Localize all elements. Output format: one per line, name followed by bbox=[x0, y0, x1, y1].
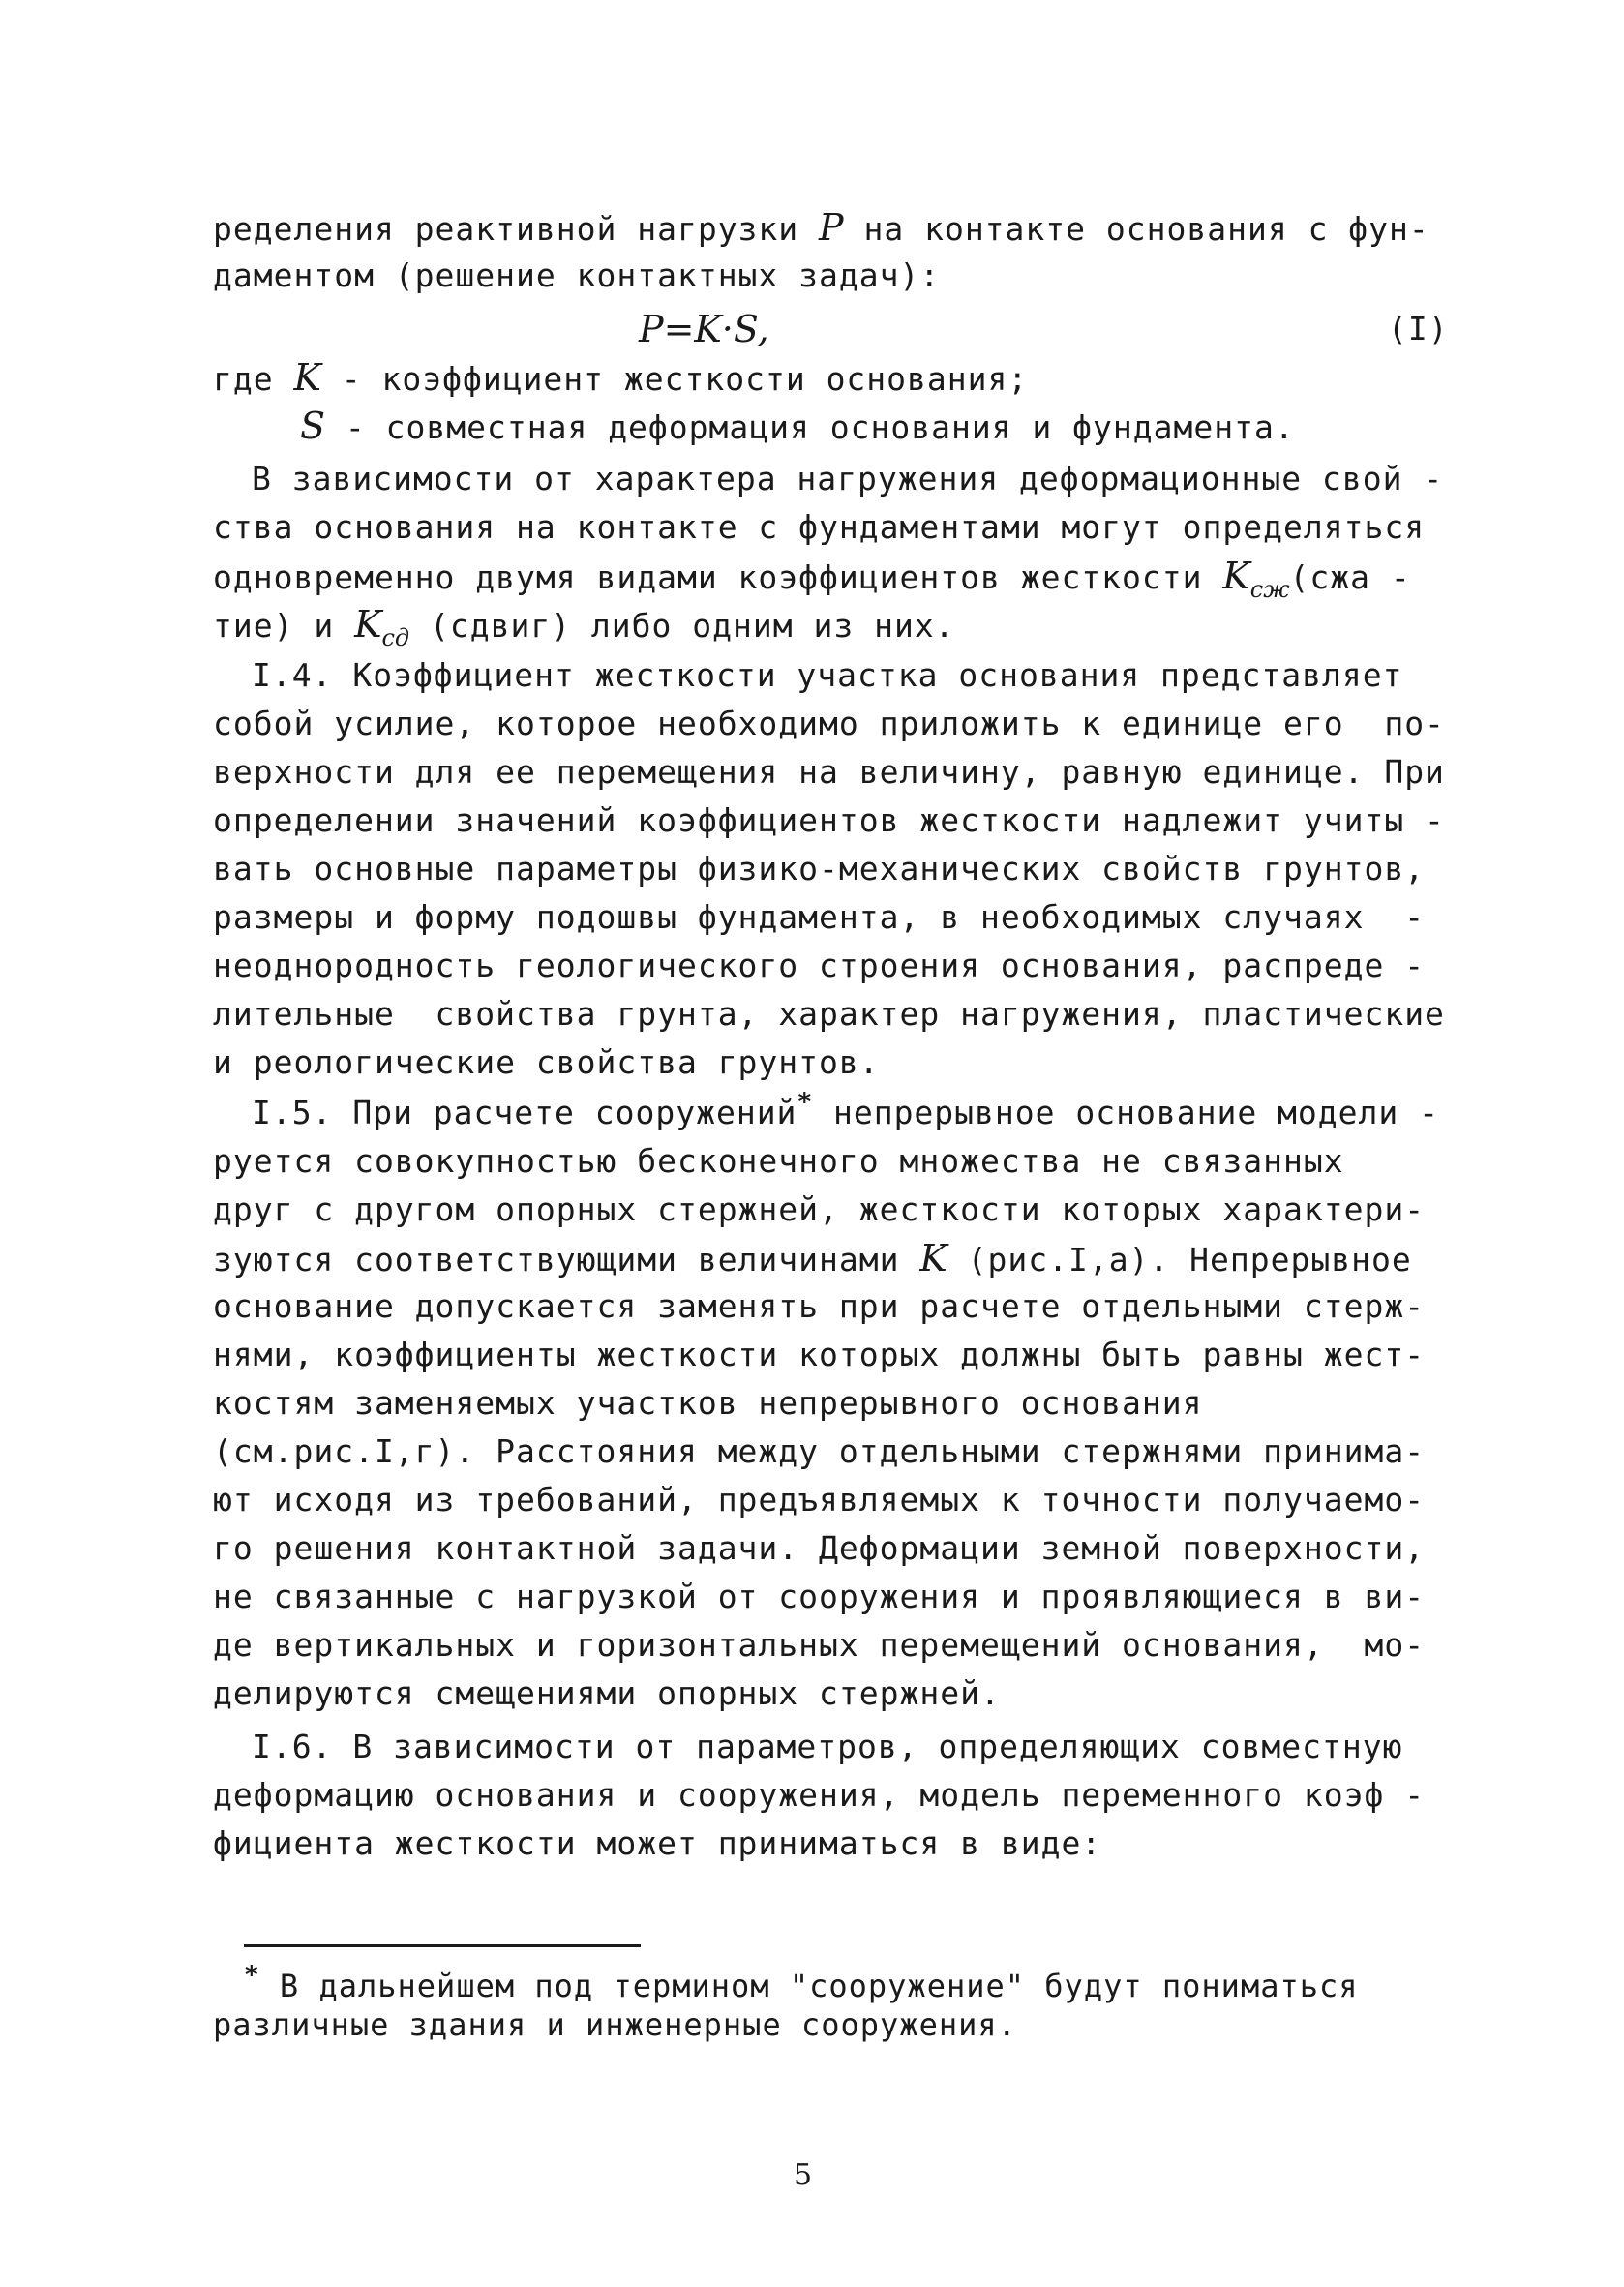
footnote-marker: * bbox=[797, 1088, 814, 1117]
text-line: вать основные параметры физико-механических свойств грунтов, bbox=[213, 850, 1426, 888]
text-span: ределения реактивной нагрузки bbox=[213, 210, 820, 248]
text-line: I.6. В зависимости от параметров, определяющих совместную bbox=[252, 1728, 1403, 1765]
symbol-k: K bbox=[293, 356, 321, 399]
symbol-k: K bbox=[919, 1237, 947, 1279]
text-line: ют исходя из требований, предъявляемых к точности получаемо- bbox=[213, 1481, 1426, 1519]
subscript: сж bbox=[1249, 576, 1290, 603]
text-line: В зависимости от характера нагружения деформационные свой - bbox=[252, 460, 1444, 497]
text-line bbox=[252, 1088, 1439, 1135]
formula: P=K·S, bbox=[639, 308, 769, 350]
text-span: (сдвиг) либо одним из них. bbox=[409, 607, 955, 645]
text-line: верхности для ее перемещения на величину, равную единице. При bbox=[213, 753, 1445, 791]
text-line: костям заменяемых участков непрерывного основания bbox=[213, 1384, 1203, 1422]
text-span: В дальнейшем под термином "сооружение" будут пониматься bbox=[259, 1968, 1359, 2004]
text-span: I.5. При расчете сооружений bbox=[252, 1094, 797, 1131]
text-line: лительные свойства грунта, характер нагружения, пластические bbox=[213, 995, 1445, 1033]
text-line: делируются смещениями опорных стержней. bbox=[213, 1674, 1001, 1712]
text-line bbox=[213, 1239, 1412, 1279]
subscript: сд bbox=[381, 624, 410, 651]
text-line bbox=[213, 208, 1429, 249]
text-line: размеры и форму подошвы фундамента, в необходимых случаях - bbox=[213, 898, 1426, 936]
text-span: - коэффициент жесткости основания; bbox=[320, 360, 1029, 398]
text-line bbox=[300, 406, 1295, 447]
text-line: даментом (решение контактных задач): bbox=[213, 256, 941, 294]
page-number: 5 bbox=[794, 2158, 813, 2192]
text-line: го решения контактной задачи. Деформации земной поверхности, bbox=[213, 1529, 1426, 1567]
text-line bbox=[213, 358, 1028, 399]
text-span: где bbox=[213, 360, 294, 398]
text-line: определении значений коэффициентов жесткости надлежит учиты - bbox=[213, 801, 1445, 839]
text-span: тие) и bbox=[213, 607, 355, 645]
text-span: (рис.I,а). Непрерывное bbox=[947, 1241, 1412, 1279]
text-line: друг с другом опорных стержней, жесткости которых характери- bbox=[213, 1190, 1426, 1228]
footnote-line bbox=[244, 1961, 1359, 2008]
symbol-k: K bbox=[354, 603, 382, 646]
text-line: основание допускается заменять при расчете отдельными стерж- bbox=[213, 1287, 1426, 1325]
text-span: - совместная деформация основания и фундамента. bbox=[325, 408, 1295, 446]
text-line: не связанные с нагрузкой от сооружения и проявляющиеся в ви- bbox=[213, 1578, 1426, 1615]
text-line bbox=[213, 603, 955, 651]
text-line: I.4. Коэффициент жесткости участка основания представляет bbox=[252, 656, 1403, 694]
text-span: (сжа - bbox=[1289, 558, 1411, 596]
footnote-divider bbox=[244, 1944, 641, 1947]
symbol-k: K bbox=[1222, 555, 1250, 597]
footnote-line: различные здания и инженерные сооружения. bbox=[213, 2006, 1017, 2043]
text-line: де вертикальных и горизонтальных перемещений основания, мо- bbox=[213, 1626, 1426, 1664]
symbol-s: S bbox=[300, 405, 326, 447]
text-line: ства основания на контакте с фундаментами могут определяться bbox=[213, 508, 1426, 546]
text-line: и реологические свойства грунтов. bbox=[213, 1043, 880, 1081]
text-line: собой усилие, которое необходимо приложить к единице его по- bbox=[213, 705, 1445, 742]
symbol-p: P bbox=[819, 206, 844, 249]
footnote-marker: * bbox=[244, 1961, 260, 1990]
text-line: неоднородность геологического строения основания, распреде - bbox=[213, 947, 1426, 984]
text-line: фициента жесткости может приниматься в виде: bbox=[213, 1824, 1102, 1862]
text-line: (см.рис.I,г). Расстояния между отдельными стержнями принима- bbox=[213, 1432, 1426, 1470]
text-line: руется совокупностью бесконечного множества не связанных bbox=[213, 1142, 1344, 1180]
equation-number: (I) bbox=[1388, 310, 1449, 347]
text-span: на контакте основания с фун- bbox=[843, 210, 1429, 248]
text-span: одновременно двумя видами коэффициентов жесткости bbox=[213, 558, 1223, 596]
text-line bbox=[213, 555, 1411, 603]
text-line: нями, коэффициенты жесткости которых должны быть равны жест- bbox=[213, 1336, 1426, 1373]
text-span: зуются соответствующими величинами bbox=[213, 1241, 920, 1279]
text-span: непрерывное основание модели - bbox=[813, 1094, 1439, 1131]
text-line: деформацию основания и сооружения, модель переменного коэф - bbox=[213, 1776, 1426, 1814]
